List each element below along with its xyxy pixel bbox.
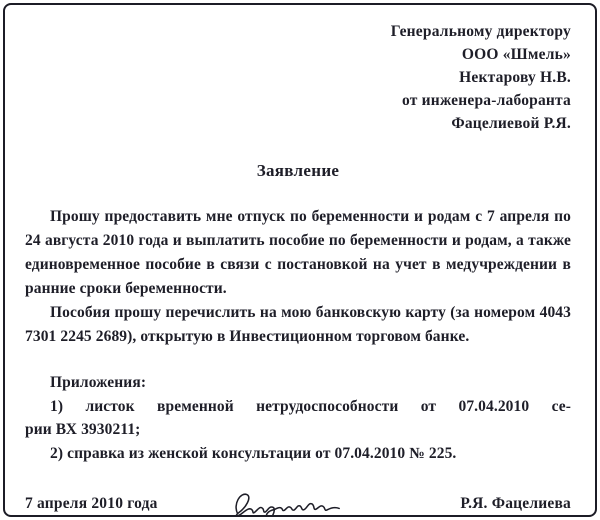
addressee-line-sender-name: Фацелиевой Р.Я.: [451, 115, 571, 132]
document-date: 7 апреля 2010 года: [25, 495, 158, 512]
addressee-line-sender-position: от инженера-лаборанта: [402, 92, 571, 109]
attachment-item-1-line-2: рии ВХ 3930211;: [25, 421, 141, 438]
document-body: [25, 205, 571, 349]
addressee-line-company: ООО «Шмель»: [461, 46, 571, 63]
addressee-line-recipient-title: Генеральному директору: [390, 23, 571, 40]
signed-name: Р.Я. Фацелиева: [460, 495, 571, 512]
document-title: Заявление: [256, 161, 340, 180]
addressee-block: [25, 20, 571, 135]
addressee-line-recipient-name: Нектарову Н.В.: [459, 69, 571, 86]
handwritten-signature-icon: [225, 484, 344, 517]
attachments-heading: Приложения:: [50, 374, 147, 391]
application-document: [3, 3, 597, 517]
paragraph-leave-request: Прошу предоставить мне отпуск по беременности и родам с 7 апреля по 24 августа 2010 года и выплатить пособие по беременности и родам, а также единовременное пособие в связи с постановкой на учет в медучреждении в ранние сроки беременности.: [25, 208, 571, 297]
attachment-item-2: 2) справка из женской консультации от 07.04.2010 № 225.: [50, 444, 457, 462]
attachment-item-1-line-1: 1) листок временной нетрудоспособности от 07.04.2010 се-: [50, 397, 571, 415]
paragraph-payment-details: Пособия прошу перечислить на мою банковскую карту (за номером 4043 7301 2245 2689), открытую в Инвестиционном торговом банке.: [25, 304, 571, 345]
attachments-section: [25, 371, 571, 465]
signature-block: [25, 486, 571, 517]
